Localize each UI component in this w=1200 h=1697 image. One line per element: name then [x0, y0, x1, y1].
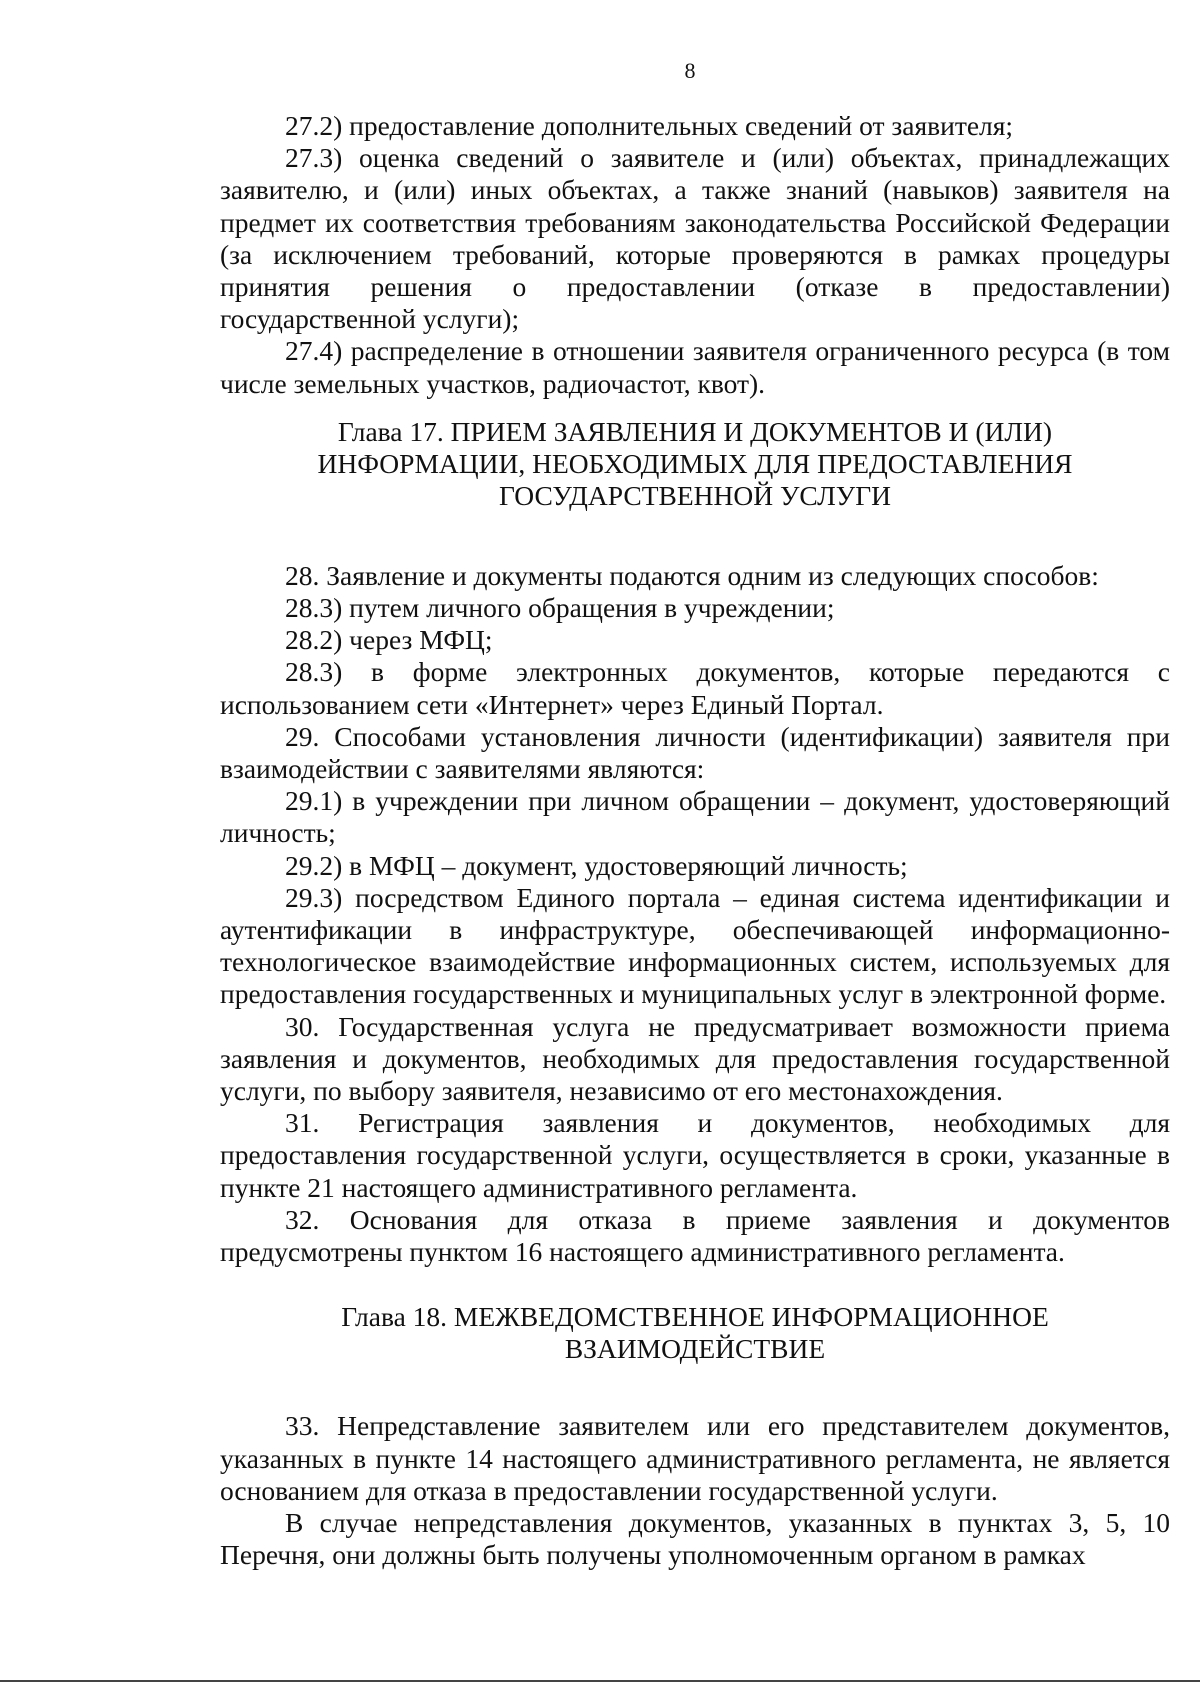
paragraph-29-1: 29.1) в учреждении при личном обращении – документ, удостоверяющий личность; — [220, 785, 1170, 849]
paragraph-30: 30. Государственная услуга не предусматривает возможности приема заявления и документов, необходимых для предоставления государственной услуги, по выбору заявителя, независимо от его местонахождения. — [220, 1010, 1170, 1107]
chapter-17-heading — [220, 416, 1170, 512]
chapter-18-heading-line: Глава 18. МЕЖВЕДОМСТВЕННОЕ ИНФОРМАЦИОННОЕ — [341, 1301, 1049, 1333]
chapter-18-heading — [220, 1301, 1170, 1365]
paragraph-33: 33. Непредставление заявителем или его представителем документов, указанных в пункте 14 настоящего административного регламента, не является основанием для отказа в предоставлении государственной услуги. — [220, 1410, 1170, 1506]
paragraph-29-3: 29.3) посредством Единого портала – единая система идентификации и аутентификации в инфраструктуре, обеспечивающей информационно-технологическое взаимодействие информационных систем, используемых для предоставления государственных и муниципальных услуг в электронной форме. — [220, 881, 1170, 1010]
chapter-17-heading-line: ИНФОРМАЦИИ, НЕОБХОДИМЫХ ДЛЯ ПРЕДОСТАВЛЕНИЯ — [317, 447, 1073, 479]
paragraph-27-3: 27.3) оценка сведений о заявителе и (или) объектах, принадлежащих заявителю, и (или) иных объектах, а также знаний (навыков) заявителя на предмет их соответствия требованиям законодательства Российской Федерации (за исключением требований, которые проверяются в рамках процедуры принятия решения о предоставлении (отказе в предоставлении) государственной услуги); — [220, 142, 1170, 335]
paragraph-27-4: 27.4) распределение в отношении заявителя ограниченного ресурса (в том числе земельных участков, радиочастот, квот). — [220, 335, 1170, 399]
paragraph-28: 28. Заявление и документы подаются одним из следующих способов: — [285, 559, 1099, 591]
document-body — [220, 110, 1170, 1571]
paragraph-28-2: 28.2) через МФЦ; — [285, 624, 493, 656]
scan-edge-line — [0, 1680, 1200, 1682]
paragraph-29: 29. Способами установления личности (идентификации) заявителя при взаимодействии с заявителями являются: — [220, 720, 1170, 785]
chapter-18-heading-line: ВЗАИМОДЕЙСТВИЕ — [564, 1333, 826, 1365]
paragraph-33-continued: В случае непредставления документов, указанных в пунктах 3, 5, 10 Перечня, они должны быть получены уполномоченным органом в рамках — [220, 1506, 1170, 1571]
paragraph-29-2: 29.2) в МФЦ – документ, удостоверяющий личность; — [285, 849, 908, 881]
chapter-17-heading-line: ГОСУДАРСТВЕННОЙ УСЛУГИ — [499, 479, 891, 511]
page-number: 8 — [684, 58, 696, 83]
paragraph-28-3a: 28.3) путем личного обращения в учреждении; — [285, 592, 835, 624]
paragraph-27-2: 27.2) предоставление дополнительных сведений от заявителя; — [285, 110, 1014, 141]
chapter-17-heading-line: Глава 17. ПРИЕМ ЗАЯВЛЕНИЯ И ДОКУМЕНТОВ И (ИЛИ) — [337, 415, 1053, 447]
paragraph-31: 31. Регистрация заявления и документов, необходимых для предоставления государственной услуги, осуществляется в сроки, указанные в пункте 21 настоящего административного регламента. — [220, 1107, 1170, 1203]
paragraph-32: 32. Основания для отказа в приеме заявления и документов предусмотрены пунктом 16 настоящего административного регламента. — [220, 1203, 1170, 1268]
paragraph-28-3b: 28.3) в форме электронных документов, которые передаются с использованием сети «Интернет» через Единый Портал. — [220, 656, 1170, 720]
